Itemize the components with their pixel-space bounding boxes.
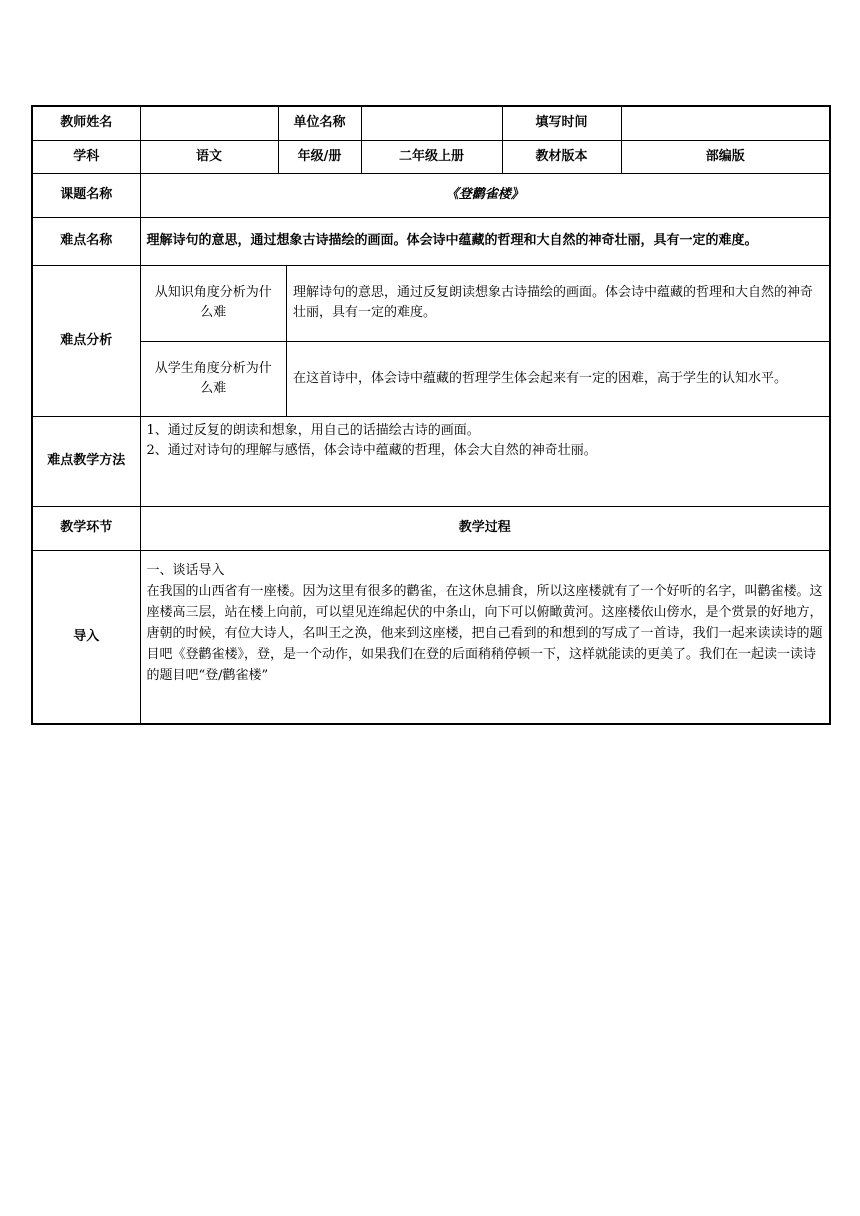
analysis-student-row	[141, 342, 830, 416]
analysis-label: 难点分析	[32, 265, 140, 416]
row-intro	[32, 550, 830, 724]
analysis-container	[140, 265, 830, 416]
method-content	[140, 416, 830, 506]
row-analysis	[32, 265, 830, 416]
difficulty-value: 理解诗句的意思，通过想象古诗描绘的画面。体会诗中蕴藏的哲理和大自然的神奇壮丽，具有一定的难度。	[140, 217, 830, 265]
edition-label: 教材版本	[502, 140, 621, 173]
row-method	[32, 416, 830, 506]
intro-label: 导入	[32, 550, 140, 724]
teacher-field[interactable]	[140, 106, 278, 140]
row-topic	[32, 173, 830, 217]
process-header: 教学过程	[140, 506, 830, 550]
difficulty-label: 难点名称	[32, 217, 140, 265]
method-label: 难点教学方法	[32, 416, 140, 506]
lesson-plan-table	[31, 105, 829, 722]
intro-content	[140, 550, 830, 724]
student-label: 从学生角度分析为什么难	[141, 342, 287, 416]
student-value: 在这首诗中，体会诗中蕴藏的哲理学生体会起来有一定的困难，高于学生的认知水平。	[287, 342, 830, 416]
row-teacher	[32, 106, 830, 140]
topic-label: 课题名称	[32, 173, 140, 217]
subject-label: 学科	[32, 140, 140, 173]
method-line-1: 1、通过反复的朗读和想象，用自己的话描绘古诗的画面。	[146, 422, 480, 438]
unit-label: 单位名称	[278, 106, 361, 140]
row-subject	[32, 140, 830, 173]
knowledge-value: 理解诗句的意思，通过反复朗读想象古诗描绘的画面。体会诗中蕴藏的哲理和大自然的神奇壮丽，具有一定的难度。	[287, 266, 830, 342]
method-line-2: 2、通过对诗句的理解与感悟，体会诗中蕴藏的哲理，体会大自然的神奇壮丽。	[146, 442, 597, 458]
intro-body: 在我国的山西省有一座楼。因为这里有很多的鹳雀，在这休息捕食，所以这座楼就有了一个好听的名字，叫鹳雀楼。这座楼高三层，站在楼上向前，可以望见连绵起伏的中条山，向下可以俯瞰黄河。这座楼依山傍水，是个赏景的好地方，唐朝的时候，有位大诗人，名叫王之涣，他来到这座楼，把自己看到的和想到的写成了一首诗，我们一起来读读诗的题目吧《登鹳雀楼》，登，是一个动作，如果我们在登的后面稍稍停顿一下，这样就能读的更美了。我们在一起读一读诗的题目吧“登/鹳雀楼”	[146, 583, 823, 683]
analysis-subtable	[141, 266, 830, 416]
subject-value: 语文	[140, 140, 278, 173]
grade-label: 年级/册	[278, 140, 361, 173]
analysis-knowledge-row	[141, 266, 830, 342]
row-process-header	[32, 506, 830, 550]
topic-value: 《登鹳雀楼》	[140, 173, 830, 217]
knowledge-label: 从知识角度分析为什么难	[141, 266, 287, 342]
edition-value: 部编版	[621, 140, 830, 173]
stage-header: 教学环节	[32, 506, 140, 550]
time-label: 填写时间	[502, 106, 621, 140]
form-table	[31, 105, 831, 725]
intro-heading: 一、谈话导入	[146, 562, 225, 578]
teacher-label: 教师姓名	[32, 106, 140, 140]
unit-field[interactable]	[361, 106, 502, 140]
row-difficulty	[32, 217, 830, 265]
grade-value: 二年级上册	[361, 140, 502, 173]
time-field[interactable]	[621, 106, 830, 140]
